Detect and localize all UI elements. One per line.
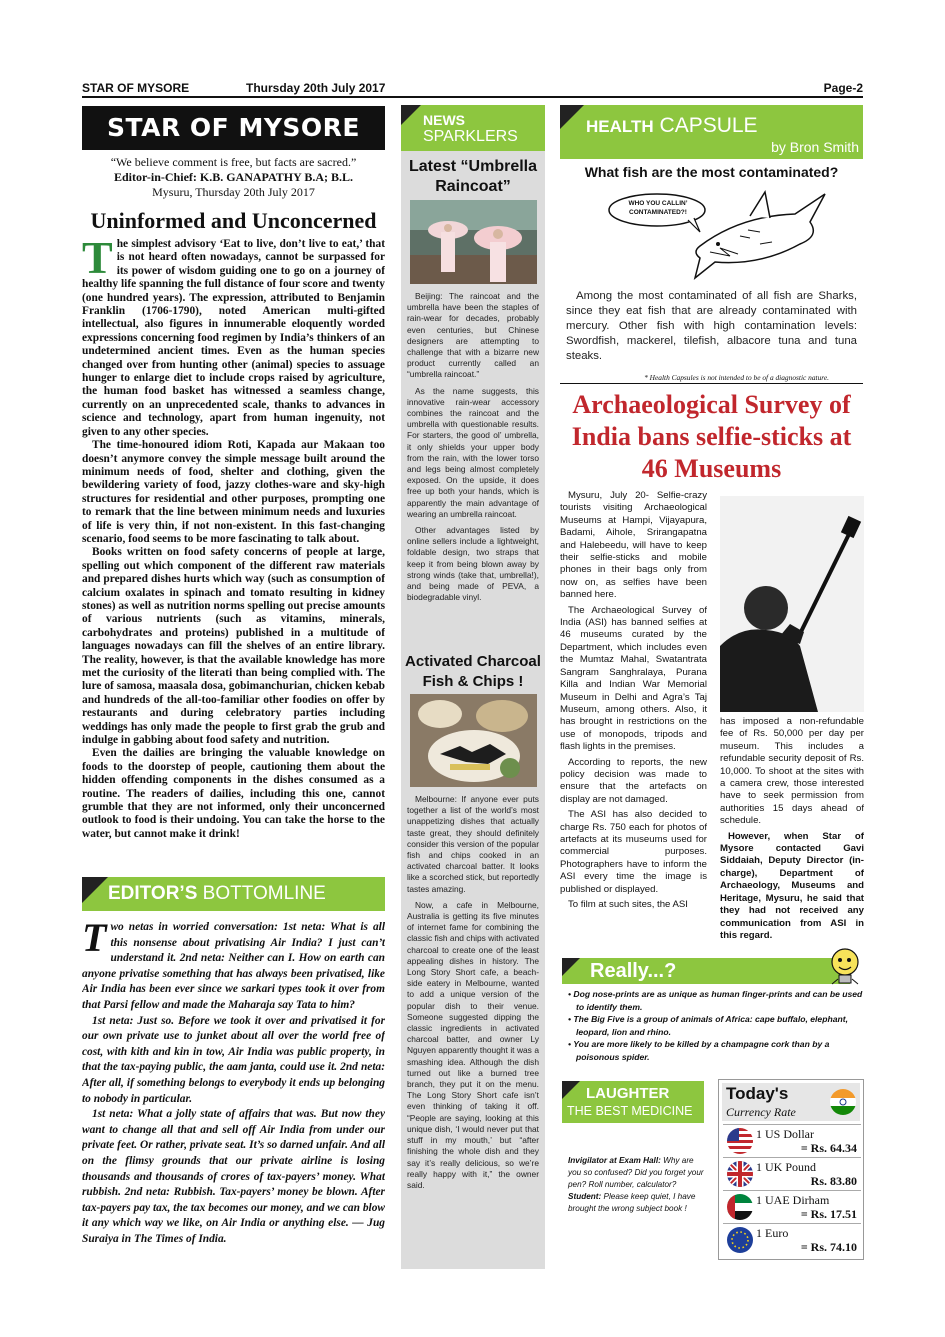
bottomline-label-light: BOTTOMLINE [202,883,326,904]
currency-row-aed [723,1190,861,1222]
masthead-block [82,155,385,200]
header-date: Thursday 20th July 2017 [246,81,386,95]
asi-paragraph: According to reports, the new policy decision was made to ensure that the artefacts on display are not damaged. [560,756,707,805]
asi-column-1 [560,490,707,950]
charcoal-fish-photo [410,694,537,787]
charcoal-article [407,794,539,1264]
currency-subtitle: Currency Rate [726,1105,796,1119]
eu-flag-icon [727,1227,753,1253]
joke-speaker-1: Invigilator at Exam Hall: [568,1156,661,1165]
bottomline-label-bold: EDITOR’S [108,883,198,904]
currency-header [722,1083,860,1121]
currency-value: Rs. 83.80 [810,1174,857,1188]
editorial-paragraph: he simplest advisory ‘Eat to live, don’t live to eat,’ that is not heard often nowadays, cannot be surpassed for its power of wisdom guiding one to go on a journey of healthy life spanning the full distance of four score and twenty (one hundred years). The expression, attributed to Benjamin Franklin (1706-1790), noted American multi-gifted intellectual, also figures in innumerable eloquently worded expressions concerning food regimen by India’s thinkers of an undetermined ancient times. Even as the human species changed over from hunting other (animal) species to assuage hunger to enlarge diet to include crops raised by agriculture, the human food basket has witnessed a seamless change, currently on an unprecedented scale, thanks to advances in science and technology, apart from human ingenuity, not given to any other species. [82,238,385,438]
really-list [566,988,863,1064]
umbrella-headline: Latest “Umbrella Raincoat” [408,158,538,195]
currency-row-usd [723,1124,861,1156]
currency-name: 1 UK Pound [756,1160,817,1174]
bottomline-dropcap: T [82,920,107,960]
umbrella-raincoat-photo [410,200,537,284]
really-item: • The Big Five is a group of animals of Africa: cape buffalo, elephant, leopard, lion and rhino. [568,1014,848,1037]
currency-value: = Rs. 17.51 [800,1207,857,1221]
masthead-motto: “We believe comment is free, but facts are sacred.” [110,155,357,169]
currency-value: = Rs. 64.34 [800,1141,857,1155]
currency-name: 1 US Dollar [756,1127,814,1141]
asi-paragraph: has imposed a non-refundable fee of Rs. 50,000 per day per museum. This includes a refundable security deposit of Rs. 10,000. To shoot at the sites with a camera crew, those interested have to seek permission from authorities 15 days ahead of schedule. [720,716,864,827]
uk-flag-icon [727,1161,753,1187]
really-item: • Dog nose-prints are as unique as human finger-prints and can be used to identify them. [568,989,863,1012]
header-page-number: Page-2 [823,81,863,95]
us-flag-icon [727,1128,753,1154]
health-disclaimer: * Health Capsules is not intended to be of a diagnostic nature. [644,373,829,382]
asi-paragraph: Mysuru, July 20- Selfie-crazy tourists visiting Archaeological Museums at Hampi, Vijayapura, Badami, Aihole, Srirangapatna and Halebeedu, will have to keep their selfie-sticks and mobile phones in their bags only from now on, as selfies have been banned here. [560,490,707,601]
currency-name: 1 UAE Dirham [756,1193,830,1207]
really-item: • You are more likely to be killed by a champagne cork than by a poisonous spider. [568,1039,830,1062]
charcoal-headline: Activated Charcoal Fish & Chips ! [405,653,541,690]
joke-speaker-2: Student: [568,1192,602,1201]
asi-paragraph: However, when Star of Mysore contacted Gavi Siddaiah, Deputy Director (in-charge), Department of Archaeology, Museums and Heritage, Mysuru, he said that they had not received any communication from ASI in this regard. [720,830,864,941]
laughter-label-bottom: THE BEST MEDICINE [567,1104,693,1118]
masthead-editor: Editor-in-Chief: K.B. GANAPATHY B.A; B.L. [114,170,353,184]
asi-paragraph: The ASI has also decided to charge Rs. 750 each for photos of artefacts at its museums used for commercial purposes. Photographers have to inform the ASI every time the image is published or displayed. [560,809,707,895]
shark-speech-bubble: WHO YOU CALLIN’ CONTAMINATED?! [628,200,688,216]
really-label: Really...? [590,960,677,982]
health-body: Among the most contaminated of all fish are Sharks, since they eat fish that are already contaminated with mercury. Other fish with high contamination levels: Swordfish, mackerel, tilefish, albacore tuna and tuna steaks. [566,290,857,362]
health-byline: by Bron Smith [771,139,859,155]
joke-line-1: Why are you so confused? Did you forget your pen? Roll number, calculator? [568,1156,704,1189]
bottomline-paragraph: 1st neta: Just so. Before we took it over and privatised it for our own private use to junket about all over the world free of cost, with kith and kin in tow, Air India was public property, in that the tax-paying public, the aam janta, could use it. 2nd neta: After all, if something belongs to everybody it ends up belonging to nobody in particular. [82,1014,385,1105]
divider [560,383,863,384]
lightbulb-icon [828,946,862,990]
editorial-body [82,238,385,870]
asi-column-2 [720,716,864,956]
joke-line-2: Please keep quiet, I have brought the wrong subject book ! [568,1192,696,1213]
uae-flag-icon [727,1194,753,1220]
currency-value: = Rs. 74.10 [800,1240,857,1254]
india-flag-icon [830,1089,856,1115]
currency-title: Today's [726,1084,789,1103]
health-question: What fish are the most contaminated? [584,164,839,180]
sparklers-label-top: NEWS [423,112,465,128]
laughter-header [562,1081,704,1123]
umbrella-article [407,291,539,644]
bottomline-paragraph: wo netas in worried conversation: 1st neta: What is all this nonsense about privatising Air India? I just can’t understand it. 2nd neta: Neither can I. How on earth can anyone privatise something that has always been privatised, like Air India has been ever since we sarkari types took it over from that Parsi fellow and made the Maharaja say Tata to him? [82,921,385,1011]
health-label-light: CAPSULE [659,114,758,137]
header-paper-name: STAR OF MYSORE [82,81,190,95]
health-label-bold: HEALTH [586,117,654,136]
asi-headline: Archaeological Survey of India bans selfie-sticks at 46 Museums [571,390,852,483]
laughter-label-top: LAUGHTER [586,1085,670,1102]
editorial-paragraph: Even the dailies are bringing the valuable knowledge on foods to the doorstep of people, cautioning them about the hidden offending components in the dishes consumed as a routine. The readers of dailies, including this one, cannot grumble that they are not informed, only their unconcerned outlook to food is their undoing. You can take the horse to the water, but cannot make it drink! [82,747,385,840]
laughter-joke [568,1155,706,1215]
masthead-title: STAR OF MYSORE [82,106,385,150]
asi-paragraph: The Archaeological Survey of India (ASI) has banned selfies at 46 museums curated by the Department, which includes even the Mumtaz Mahal, Swatantrata Sangram Sanghralaya, Purana Killa and Indian War Memorial Museum in Delhi and Agra’s Taj Museum, among others. Also, it has brought in restrictions on the use of monopods, tripods and flash lights in the premises. [560,604,707,753]
editorial-paragraph: The time-honoured idiom Roti, Kapada aur Makaan too doesn’t anymore convey the simple message built around the minimum needs of food, shelter and clothing, given the bewildering variety of food, jazzy clothes-ware and sky-high structures for residential and other purposes, prompting one to remark that the line between minimum needs and luxuries of life is very thin, if not non-existent. In this fast-changing scenario, food seems to be more fascinating to talk about. [82,439,385,545]
shark-cartoon [600,186,830,282]
umbrella-paragraph: As the name suggests, this innovative rain-wear accessory combines the raincoat and the umbrella with questionable results. For starters, the good ol’ umbrella, it only shields your upper body from the rain, with the lower torso and legs being almost completely exposed. On the upside, it does free up both your hands, which is apparently the main advantage of wearing an umbrella raincoat. [407,385,539,519]
editorial-title: Uninformed and Unconcerned [90,208,377,233]
bottomline-paragraph: 1st neta: What a jolly state of affairs that was. But now they want to change all that and sell off Air India from under our private feet. Or rather, private seat. It’s so darned unfair. And all on the flimsy grounds that our private airline is losing thousands and thousands of crores of tax-payers’ money. What rubbish. 2nd neta: Rubbish. Tax-payers’ money be blown. After tax-payers pay tax, the tax becomes our money, and we can blow it any which way we like, on Air India or anything else. — Jug Suraiya in The Times of India. [82,1108,385,1245]
editorial-dropcap: T [82,238,113,283]
charcoal-paragraph: Now, a cafe in Melbourne, Australia is getting its five minutes of internet fame for combining the classic fish and chips with activated charcoal to create one of the least appealing dishes in history. The Long Story Short cafe, a beach-side eatery in Melbourne, wanted to add a unique version of the popular dish to their venue. Someone suggested dipping the classic ingredients in activated charcoal batter, and owner Ly Nguyen apparently thought it was a smashing idea. Although the dish turned out like a burned tree branch, they put it on the menu. The Long Story Short cafe isn’t even thinking of taking it off. “People are saying, looking at this unique dish, ‘I would never put that stuff in my mouth,’ but “after finishing the whole dish and they say it’s really delicious, so we’re really happy with it,” the owner said. [407,899,539,1190]
really-header [562,958,850,984]
currency-name: 1 Euro [756,1226,789,1240]
asi-paragraph: To film at such sites, the ASI [568,899,688,910]
health-header [560,105,863,159]
currency-row-gbp [723,1157,861,1189]
currency-row-eur [723,1223,861,1255]
sparklers-header [401,105,545,151]
page-header [82,80,863,98]
bottomline-body [82,920,385,1265]
editorial-paragraph: Books written on food safety concerns of people at large, spelling out which component of the different raw materials and prepared dishes hurts which way (such as consumption of calcium oxalates in spinach and tomato resulting in kidney stones) as well as nutrition norms spelling out precise amounts of various nutrients (such as vitamins, minerals, carbohydrates and proteins) published in a multitude of languages nowadays can fill the shelves of an entire library. The reality, however, is that the available knowledge has more met the curiosity of the literati than being complied with. The lure of samosa, maasala dosa, gobimanchurian, chicken kebab and hundreds of the all-too-familiar other foodies on offer by restaurants and during celebratory parties including weddings has only made the people to first grab the grub and indulge in gabbing about food safety and nutrition. [82,546,385,747]
masthead-dateline: Mysuru, Thursday 20th July 2017 [152,185,315,199]
sparklers-label-bottom: SPARKLERS [423,128,518,145]
umbrella-paragraph: Beijing: The raincoat and the umbrella have been the staples of rain-wear for decades, probably even centuries, but Chinese designers are attempting to challenge that with a bizarre new product currently called an “umbrella raincoat.” [407,291,539,380]
bottomline-header [82,877,385,911]
charcoal-paragraph: Melbourne: If anyone ever puts together a list of the world’s most unappetizing dishes that actually taste great, they should definitely consider this version of the popular fish and chips cooked in an activated charcoal batter. It looks like a scorched stick, but reportedly tastes amazing. [407,794,539,894]
selfie-stick-photo [720,496,864,712]
umbrella-paragraph: Other advantages listed by online sellers include a lightweight, foldable design, two straps that keep it from being blown away by strong winds (take that, umbrella!), and being made of PEVA, a biodegradable vinyl. [407,525,539,603]
